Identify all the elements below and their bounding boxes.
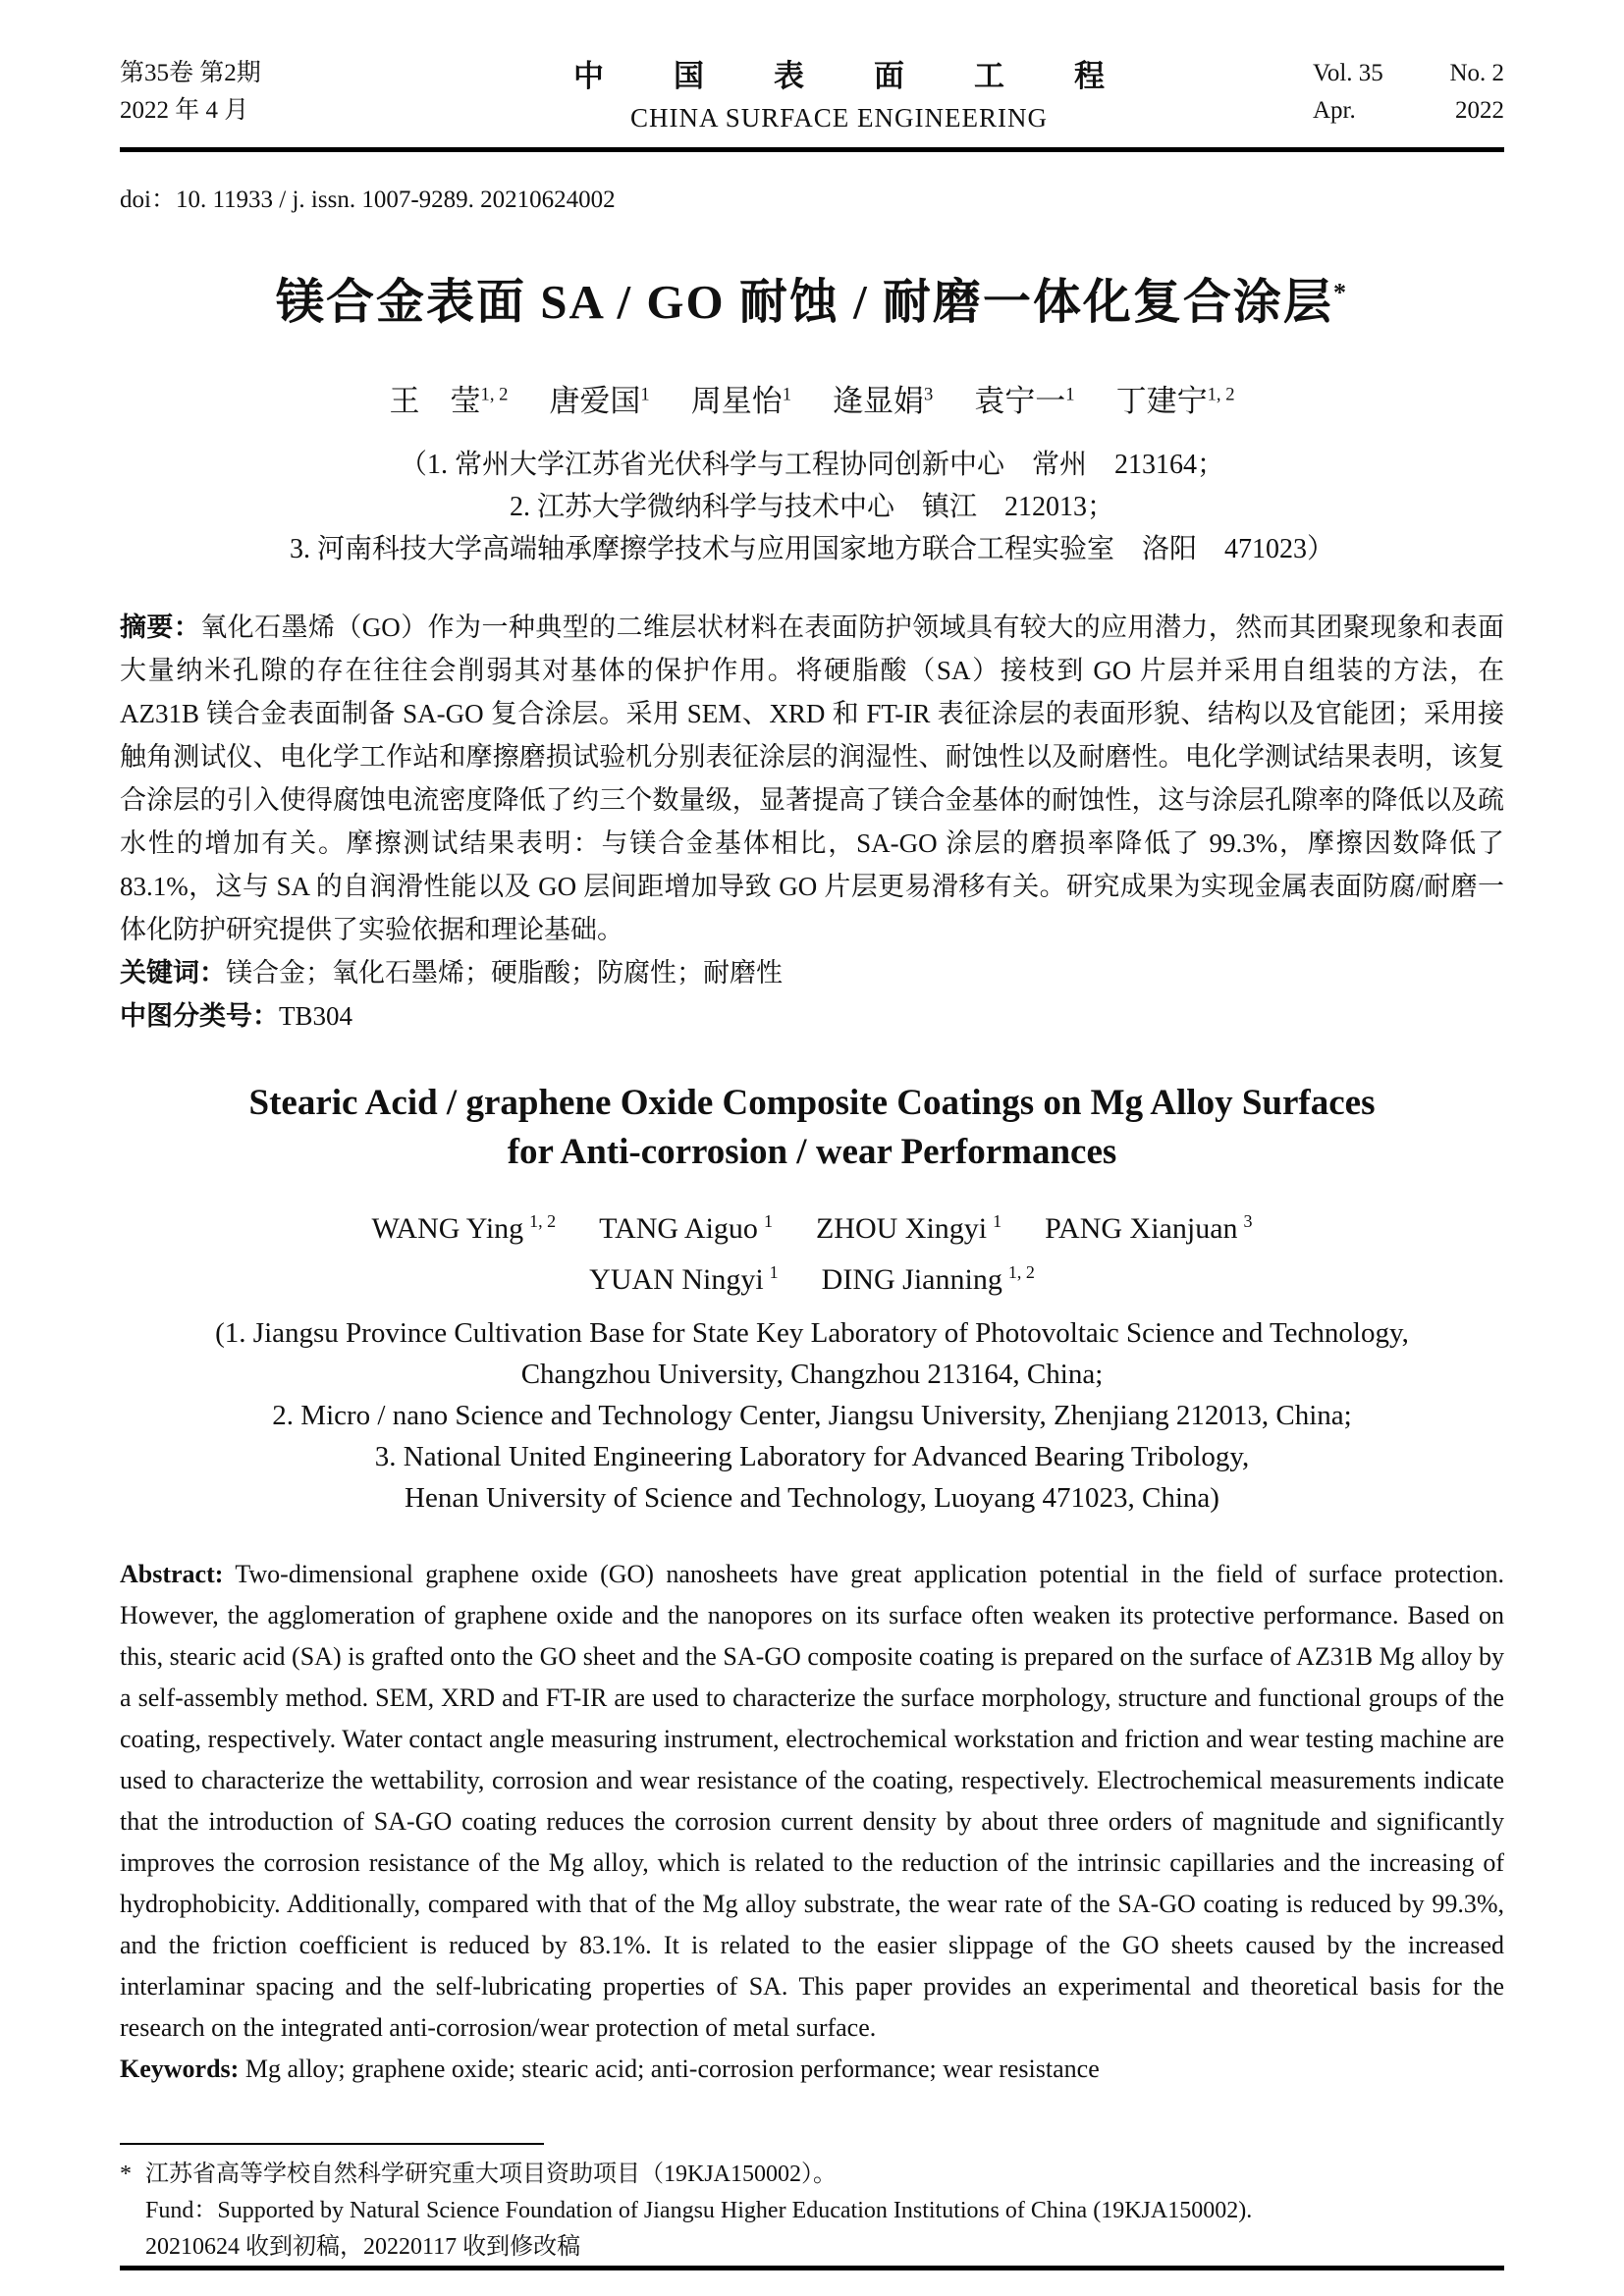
- abstract-label-cn: 摘要：: [120, 613, 201, 642]
- authors-cn: [120, 376, 1504, 420]
- affiliation-line: 2. Micro / nano Science and Technology Center, Jiangsu University, Zhenjiang 212013, China;: [272, 1400, 1352, 1431]
- volume-issue-cn: 第35卷 第2期: [120, 60, 261, 86]
- affiliation-line: Changzhou University, Changzhou 213164, China;: [520, 1359, 1104, 1390]
- journal-header: [120, 51, 1504, 152]
- affiliation-line: (1. Jiangsu Province Cultivation Base for State Key Laboratory of Photovoltaic Science and Technology,: [215, 1317, 1409, 1349]
- author-cn: 王 莹$^{1, 2}$: [389, 384, 509, 418]
- title-en-line2: for Anti-corrosion / wear Performances: [507, 1132, 1117, 1172]
- volume-en: Vol. 35: [1313, 60, 1383, 86]
- author-cn: 逄显娟$^3$: [833, 384, 934, 418]
- header-right-block: [1313, 55, 1504, 130]
- volume-issue-en: [1313, 55, 1504, 92]
- affiliation-line: 2. 江苏大学微纳科学与技术中心 镇江 212013；: [509, 492, 1114, 522]
- author-en: PANG Xianjuan $^3$: [1045, 1211, 1253, 1245]
- footnote-fund-cn: [120, 2157, 1504, 2193]
- month-en: Apr.: [1313, 97, 1356, 124]
- keywords-en: [120, 2049, 1504, 2090]
- affiliation-line: （1. 常州大学江苏省光伏科学与工程协同创新中心 常州 213164；: [399, 450, 1224, 480]
- affiliation-line: 3. National United Engineering Laboratory for Advanced Bearing Tribology,: [374, 1441, 1250, 1472]
- footnote-asterisk: *: [120, 2162, 132, 2187]
- author-en: ZHOU Xingyi $^1$: [815, 1211, 1002, 1245]
- keywords-cn: [120, 951, 1504, 994]
- title-en-line1: Stearic Acid / graphene Oxide Composite Coatings on Mg Alloy Surfaces: [248, 1083, 1376, 1123]
- keywords-text-cn: 镁合金；氧化石墨烯；硬脂酸；防腐性；耐磨性: [226, 958, 783, 988]
- abstract-label-en: Abstract:: [120, 1560, 224, 1588]
- clc-value: TB304: [279, 1001, 353, 1031]
- abstract-text-cn: 氧化石墨烯（GO）作为一种典型的二维层状材料在表面防护领域具有较大的应用潜力，然而其团聚现象和表面大量纳米孔隙的存在往往会削弱其对基体的保护作用。将硬脂酸（SA）接枝到 GO 片层并采用自组装的方法，在 AZ31B 镁合金表面制备 SA-GO 复合涂层。采用 SEM、XRD 和 FT-IR 表征涂层的表面形貌、结构以及官能团；采用接触角测试仪、电化学工作站和摩擦磨损试验机分别表征涂层的润湿性、耐蚀性以及耐磨性。电化学测试结果表明，该复合涂层的引入使得腐蚀电流密度降低了约三个数量级，显著提高了镁合金基体的耐蚀性，这与涂层孔隙率的降低以及疏水性的增加有关。摩擦测试结果表明：与镁合金基体相比，SA-GO 涂层的磨损率降低了 99.3%，摩擦因数降低了 83.1%，这与 SA 的自润滑性能以及 GO 层间距增加导致 GO 片层更易滑移有关。研究成果为实现金属表面防腐/耐磨一体化防护研究提供了实验依据和理论基础。: [120, 613, 1505, 944]
- page-bottom-rule: [120, 2266, 1504, 2270]
- title-cn: [120, 264, 1504, 333]
- header-center-block: [365, 51, 1313, 133]
- footnote-divider: [120, 2143, 544, 2145]
- title-en: [120, 1079, 1504, 1177]
- keywords-label-en: Keywords:: [120, 2055, 240, 2083]
- year-en: 2022: [1455, 97, 1504, 124]
- title-footnote-asterisk: *: [1332, 278, 1348, 307]
- abstract-text-en: Two-dimensional graphene oxide (GO) nanosheets have great application potential in the field of surface protection. However, the agglomeration of graphene oxide and the nanopores on its surface often weaken its protective performance. Based on this, stearic acid (SA) is grafted onto the GO sheet and the SA-GO composite coating is prepared on the surface of AZ31B Mg alloy by a self-assembly method. SEM, XRD and FT-IR are used to characterize the surface morphology, structure and functional groups of the coating, respectively. Water contact angle measuring instrument, electrochemical workstation and friction and wear testing machine are used to characterize the wettability, corrosion and wear resistance of the coating, respectively. Electrochemical measurements indicate that the introduction of SA-GO coating reduces the corrosion current density by about three orders of magnitude and significantly improves the corrosion resistance of the Mg alloy, which is related to the reduction of the intrinsic capillaries and the increasing of hydrophobicity. Additionally, compared with that of the Mg alloy substrate, the wear rate of the SA-GO coating is reduced by 99.3%, and the friction coefficient is reduced by 83.1%. It is related to the easier slippage of the GO sheets caused by the increased interlaminar spacing and the self-lubricating properties of SA. This paper provides an experimental and theoretical basis for the research on the integrated anti-corrosion/wear protection of metal surface.: [120, 1560, 1504, 2042]
- clc-line: [120, 994, 1504, 1038]
- clc-label: 中图分类号：: [120, 1001, 279, 1031]
- keywords-label-cn: 关键词：: [120, 958, 226, 988]
- footnote-received-dates: 20210624 收到初稿，20220117 收到修改稿: [145, 2234, 581, 2260]
- keywords-text-en: Mg alloy; graphene oxide; stearic acid; anti-corrosion performance; wear resistance: [239, 2055, 1100, 2083]
- author-en: YUAN Ningyi $^1$: [589, 1262, 779, 1296]
- authors-en-line1: [120, 1201, 1504, 1250]
- author-cn: 周星怡$^1$: [690, 384, 791, 418]
- header-left-block: [120, 55, 365, 130]
- author-cn: 袁宁一$^1$: [974, 384, 1075, 418]
- affiliation-line: 3. 河南科技大学高端轴承摩擦学技术与应用国家地方联合工程实验室 洛阳 471023）: [289, 534, 1334, 564]
- author-cn: 唐爱国$^1$: [549, 384, 650, 418]
- author-en: TANG Aiguo $^1$: [599, 1211, 773, 1245]
- affiliations-cn: [120, 444, 1504, 570]
- title-cn-text: 镁合金表面 SA / GO 耐蚀 / 耐磨一体化复合涂层: [276, 275, 1333, 329]
- footnote-block: [120, 2143, 1504, 2266]
- author-en: DING Jianning $^{1, 2}$: [821, 1262, 1035, 1296]
- issue-en: No. 2: [1449, 60, 1504, 86]
- journal-name-en: CHINA SURFACE ENGINEERING: [629, 103, 1048, 133]
- doi-line: doi：10. 11933 / j. issn. 1007-9289. 20210624002: [120, 187, 616, 213]
- authors-en-line2: [120, 1252, 1504, 1301]
- date-cn: 2022 年 4 月: [120, 97, 249, 124]
- abstract-cn: [120, 606, 1504, 951]
- journal-name-cn: 中 国 表 面 工 程: [573, 59, 1124, 93]
- affiliation-line: Henan University of Science and Technology, Luoyang 471023, China): [405, 1482, 1219, 1514]
- date-en: [1313, 92, 1504, 130]
- footnote-fund-cn-text: 江苏省高等学校自然科学研究重大项目资助项目（19KJA150002）。: [145, 2162, 838, 2187]
- abstract-en: [120, 1554, 1504, 2049]
- author-en: WANG Ying $^{1, 2}$: [371, 1211, 557, 1245]
- affiliations-en: [120, 1312, 1504, 1519]
- author-cn: 丁建宁$^{1, 2}$: [1115, 384, 1235, 418]
- footnote-fund-en: Fund：Supported by Natural Science Foundation of Jiangsu Higher Education Institutions of China (19KJA150002).: [145, 2198, 1253, 2223]
